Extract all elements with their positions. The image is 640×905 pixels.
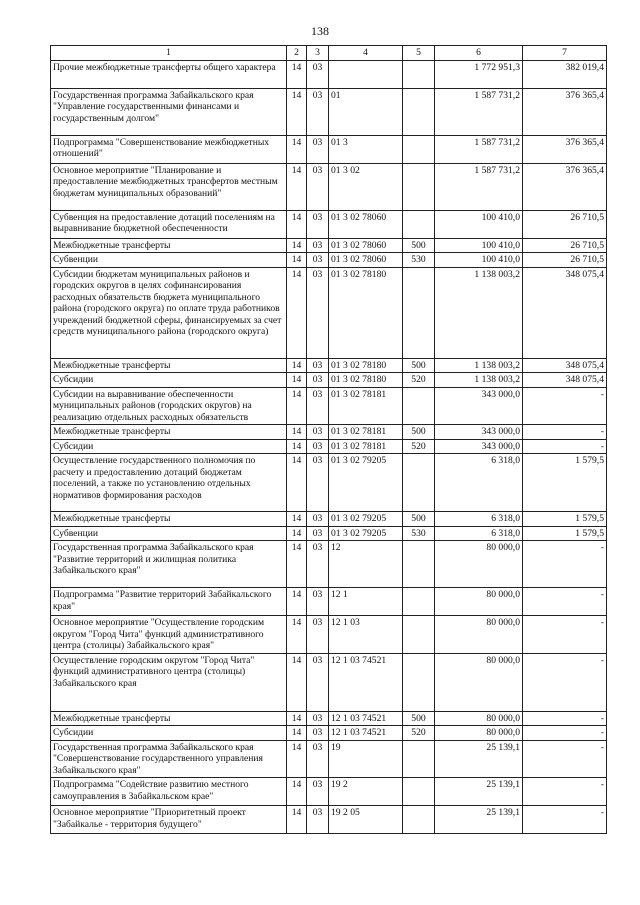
row-name: Субсидии xyxy=(51,726,287,741)
row-value-year-2: - xyxy=(523,806,607,834)
row-name: Межбюджетные трансферты xyxy=(51,711,287,726)
row-value-year-1: 1 587 731,2 xyxy=(435,88,523,135)
row-value-year-1: 25 139,1 xyxy=(435,778,523,806)
row-subsection: 03 xyxy=(307,778,329,806)
row-value-year-1: 80 000,0 xyxy=(435,653,523,711)
row-value-year-2: - xyxy=(523,616,607,654)
row-value-year-1: 1 587 731,2 xyxy=(435,135,523,163)
table-row xyxy=(51,387,607,425)
table-row xyxy=(51,373,607,388)
page-number: 138 xyxy=(311,24,329,38)
row-value-year-2: - xyxy=(523,778,607,806)
row-subsection: 03 xyxy=(307,653,329,711)
row-expense-type: 520 xyxy=(403,439,435,454)
row-subsection: 03 xyxy=(307,425,329,440)
row-section: 14 xyxy=(287,711,307,726)
row-value-year-2: 1 579,5 xyxy=(523,454,607,512)
header-row xyxy=(51,46,607,61)
row-subsection: 03 xyxy=(307,373,329,388)
row-name: Основное мероприятие "Приоритетный проект "Забайкалье - территория будущего" xyxy=(51,806,287,834)
row-value-year-1: 100 410,0 xyxy=(435,210,523,238)
row-section: 14 xyxy=(287,373,307,388)
row-section: 14 xyxy=(287,60,307,88)
row-subsection: 03 xyxy=(307,711,329,726)
header-col-3: 3 xyxy=(307,46,329,61)
row-value-year-1: 1 587 731,2 xyxy=(435,163,523,210)
row-value-year-1: 6 318,0 xyxy=(435,526,523,541)
row-value-year-1: 1 138 003,2 xyxy=(435,267,523,358)
row-subsection: 03 xyxy=(307,512,329,527)
row-expense-type xyxy=(403,60,435,88)
row-subsection: 03 xyxy=(307,135,329,163)
row-expense-type xyxy=(403,588,435,616)
row-value-year-1: 6 318,0 xyxy=(435,512,523,527)
row-value-year-1: 343 000,0 xyxy=(435,425,523,440)
row-value-year-2: 348 075,4 xyxy=(523,373,607,388)
row-value-year-2: 348 075,4 xyxy=(523,358,607,373)
header-col-5: 5 xyxy=(403,46,435,61)
row-value-year-1: 25 139,1 xyxy=(435,740,523,778)
row-expense-type xyxy=(403,387,435,425)
row-expense-type: 520 xyxy=(403,373,435,388)
table-row xyxy=(51,726,607,741)
row-value-year-2: 1 579,5 xyxy=(523,526,607,541)
row-target-code: 19 2 05 xyxy=(329,806,403,834)
row-section: 14 xyxy=(287,740,307,778)
row-value-year-1: 1 138 003,2 xyxy=(435,373,523,388)
row-value-year-1: 80 000,0 xyxy=(435,616,523,654)
table-row xyxy=(51,238,607,253)
row-section: 14 xyxy=(287,238,307,253)
row-section: 14 xyxy=(287,588,307,616)
table-row xyxy=(51,541,607,588)
table-row xyxy=(51,616,607,654)
row-target-code: 01 3 02 79205 xyxy=(329,512,403,527)
row-value-year-2: - xyxy=(523,439,607,454)
row-name: Государственная программа Забайкальского края "Развитие территорий и жилищная политика Забайкальского края" xyxy=(51,541,287,588)
table-row xyxy=(51,653,607,711)
row-target-code: 19 xyxy=(329,740,403,778)
row-value-year-2: 348 075,4 xyxy=(523,267,607,358)
row-target-code: 12 1 xyxy=(329,588,403,616)
row-section: 14 xyxy=(287,616,307,654)
row-value-year-2: 26 710,5 xyxy=(523,238,607,253)
row-name: Подпрограмма "Развитие территорий Забайкальского края" xyxy=(51,588,287,616)
row-value-year-2: - xyxy=(523,425,607,440)
table-row xyxy=(51,88,607,135)
row-target-code: 12 1 03 74521 xyxy=(329,653,403,711)
row-name: Субсидии на выравнивание обеспеченности муниципальных районов (городских округов) на реализацию отдельных расходных обязательств xyxy=(51,387,287,425)
row-section: 14 xyxy=(287,163,307,210)
row-subsection: 03 xyxy=(307,210,329,238)
row-name: Осуществление государственного полномочия по расчету и предоставлению дотаций бюджетам поселений, а также по установлению отдельных нормативов формирования расходов xyxy=(51,454,287,512)
row-value-year-1: 100 410,0 xyxy=(435,253,523,268)
row-value-year-1: 343 000,0 xyxy=(435,387,523,425)
row-subsection: 03 xyxy=(307,88,329,135)
row-expense-type: 500 xyxy=(403,358,435,373)
row-value-year-1: 25 139,1 xyxy=(435,806,523,834)
row-subsection: 03 xyxy=(307,726,329,741)
row-subsection: 03 xyxy=(307,253,329,268)
row-expense-type: 500 xyxy=(403,711,435,726)
row-subsection: 03 xyxy=(307,358,329,373)
row-target-code: 01 3 02 78060 xyxy=(329,210,403,238)
row-name: Межбюджетные трансферты xyxy=(51,512,287,527)
row-name: Подпрограмма "Совершенствование межбюджетных отношений" xyxy=(51,135,287,163)
row-value-year-2: 376 365,4 xyxy=(523,163,607,210)
row-expense-type: 520 xyxy=(403,726,435,741)
row-section: 14 xyxy=(287,425,307,440)
table-row xyxy=(51,454,607,512)
row-name: Межбюджетные трансферты xyxy=(51,425,287,440)
row-expense-type xyxy=(403,616,435,654)
row-target-code: 01 3 02 78060 xyxy=(329,238,403,253)
row-subsection: 03 xyxy=(307,387,329,425)
row-target-code: 12 1 03 74521 xyxy=(329,711,403,726)
table-row xyxy=(51,253,607,268)
table-row xyxy=(51,711,607,726)
row-subsection: 03 xyxy=(307,588,329,616)
row-subsection: 03 xyxy=(307,740,329,778)
table-row xyxy=(51,267,607,358)
row-subsection: 03 xyxy=(307,616,329,654)
row-target-code: 12 1 03 74521 xyxy=(329,726,403,741)
row-value-year-1: 100 410,0 xyxy=(435,238,523,253)
row-name: Подпрограмма "Содействие развитию местного самоуправления в Забайкальском крае" xyxy=(51,778,287,806)
row-expense-type: 530 xyxy=(403,253,435,268)
row-expense-type xyxy=(403,163,435,210)
row-name: Межбюджетные трансферты xyxy=(51,238,287,253)
header-col-1: 1 xyxy=(51,46,287,61)
table-row xyxy=(51,60,607,88)
row-value-year-2: - xyxy=(523,387,607,425)
row-target-code: 01 3 xyxy=(329,135,403,163)
table-row xyxy=(51,588,607,616)
row-section: 14 xyxy=(287,806,307,834)
row-subsection: 03 xyxy=(307,238,329,253)
row-value-year-2: 26 710,5 xyxy=(523,253,607,268)
row-value-year-2: 382 019,4 xyxy=(523,60,607,88)
row-target-code: 01 3 02 79205 xyxy=(329,526,403,541)
row-section: 14 xyxy=(287,387,307,425)
row-name: Прочие межбюджетные трансферты общего характера xyxy=(51,60,287,88)
header-col-2: 2 xyxy=(287,46,307,61)
row-value-year-1: 80 000,0 xyxy=(435,726,523,741)
row-value-year-1: 1 772 951,3 xyxy=(435,60,523,88)
row-target-code xyxy=(329,60,403,88)
row-section: 14 xyxy=(287,439,307,454)
row-target-code: 01 3 02 78181 xyxy=(329,439,403,454)
table-row xyxy=(51,806,607,834)
table-row xyxy=(51,778,607,806)
row-name: Субвенции xyxy=(51,526,287,541)
row-section: 14 xyxy=(287,88,307,135)
header-col-7: 7 xyxy=(523,46,607,61)
row-section: 14 xyxy=(287,210,307,238)
row-subsection: 03 xyxy=(307,439,329,454)
row-section: 14 xyxy=(287,454,307,512)
row-target-code: 01 3 02 78180 xyxy=(329,373,403,388)
row-value-year-2: - xyxy=(523,740,607,778)
row-expense-type xyxy=(403,210,435,238)
row-expense-type xyxy=(403,806,435,834)
row-value-year-1: 80 000,0 xyxy=(435,541,523,588)
row-section: 14 xyxy=(287,541,307,588)
row-subsection: 03 xyxy=(307,60,329,88)
row-expense-type xyxy=(403,454,435,512)
row-expense-type: 500 xyxy=(403,512,435,527)
row-value-year-2: - xyxy=(523,726,607,741)
table-row xyxy=(51,163,607,210)
row-target-code: 01 3 02 xyxy=(329,163,403,210)
row-target-code: 01 3 02 79205 xyxy=(329,454,403,512)
row-value-year-1: 80 000,0 xyxy=(435,711,523,726)
row-expense-type xyxy=(403,541,435,588)
row-expense-type xyxy=(403,653,435,711)
row-subsection: 03 xyxy=(307,806,329,834)
row-section: 14 xyxy=(287,358,307,373)
row-value-year-2: - xyxy=(523,541,607,588)
row-value-year-2: - xyxy=(523,653,607,711)
table-row xyxy=(51,526,607,541)
row-name: Государственная программа Забайкальского края "Управление государственными финансами и государственным долгом" xyxy=(51,88,287,135)
row-name: Государственная программа Забайкальского края "Совершенствование государственного управления Забайкальского края" xyxy=(51,740,287,778)
row-section: 14 xyxy=(287,267,307,358)
row-value-year-2: - xyxy=(523,588,607,616)
row-section: 14 xyxy=(287,526,307,541)
row-expense-type xyxy=(403,88,435,135)
row-value-year-1: 80 000,0 xyxy=(435,588,523,616)
row-section: 14 xyxy=(287,778,307,806)
row-expense-type xyxy=(403,135,435,163)
row-target-code: 01 3 02 78181 xyxy=(329,387,403,425)
row-target-code: 12 xyxy=(329,541,403,588)
row-target-code: 01 3 02 78181 xyxy=(329,425,403,440)
row-name: Субсидии xyxy=(51,439,287,454)
row-target-code: 01 3 02 78180 xyxy=(329,358,403,373)
table-row xyxy=(51,512,607,527)
row-value-year-2: 376 365,4 xyxy=(523,88,607,135)
row-subsection: 03 xyxy=(307,267,329,358)
row-value-year-2: 376 365,4 xyxy=(523,135,607,163)
header-col-4: 4 xyxy=(329,46,403,61)
row-subsection: 03 xyxy=(307,526,329,541)
budget-table xyxy=(50,45,607,834)
row-target-code: 19 2 xyxy=(329,778,403,806)
row-target-code: 01 3 02 78060 xyxy=(329,253,403,268)
row-target-code: 01 3 02 78180 xyxy=(329,267,403,358)
row-subsection: 03 xyxy=(307,454,329,512)
row-section: 14 xyxy=(287,512,307,527)
row-name: Межбюджетные трансферты xyxy=(51,358,287,373)
table-row xyxy=(51,740,607,778)
row-value-year-1: 343 000,0 xyxy=(435,439,523,454)
row-target-code: 01 xyxy=(329,88,403,135)
row-expense-type: 530 xyxy=(403,526,435,541)
table-row xyxy=(51,425,607,440)
row-subsection: 03 xyxy=(307,541,329,588)
row-name: Осуществление городским округом "Город Чита" функций административного центра (столицы) Забайкальского края xyxy=(51,653,287,711)
row-section: 14 xyxy=(287,253,307,268)
row-value-year-2: 1 579,5 xyxy=(523,512,607,527)
row-name: Основное мероприятие "Планирование и предоставление межбюджетных трансфертов местным бюджетам муниципальных образований" xyxy=(51,163,287,210)
row-expense-type: 500 xyxy=(403,425,435,440)
row-value-year-2: - xyxy=(523,711,607,726)
row-expense-type xyxy=(403,740,435,778)
row-value-year-1: 6 318,0 xyxy=(435,454,523,512)
row-target-code: 12 1 03 xyxy=(329,616,403,654)
table-row xyxy=(51,210,607,238)
row-section: 14 xyxy=(287,653,307,711)
table-row xyxy=(51,439,607,454)
row-name: Основное мероприятие "Осуществление городским округом "Город Чита" функций административного центра (столицы) Забайкальского края" xyxy=(51,616,287,654)
row-expense-type xyxy=(403,267,435,358)
row-name: Субсидии xyxy=(51,373,287,388)
row-name: Субвенция на предоставление дотаций поселениям на выравнивание бюджетной обеспеченности xyxy=(51,210,287,238)
table-row xyxy=(51,358,607,373)
row-section: 14 xyxy=(287,726,307,741)
row-expense-type: 500 xyxy=(403,238,435,253)
header-col-6: 6 xyxy=(435,46,523,61)
row-name: Субсидии бюджетам муниципальных районов и городских округов в целях софинансирования расходных обязательств бюджета муниципального района (городского округа) по оплате труда работников учреждений бюджетной сферы, финансируемых за счет средств муниципального района (городского округа) xyxy=(51,267,287,358)
row-name: Субвенции xyxy=(51,253,287,268)
table-row xyxy=(51,135,607,163)
row-section: 14 xyxy=(287,135,307,163)
row-subsection: 03 xyxy=(307,163,329,210)
row-value-year-2: 26 710,5 xyxy=(523,210,607,238)
row-expense-type xyxy=(403,778,435,806)
row-value-year-1: 1 138 003,2 xyxy=(435,358,523,373)
